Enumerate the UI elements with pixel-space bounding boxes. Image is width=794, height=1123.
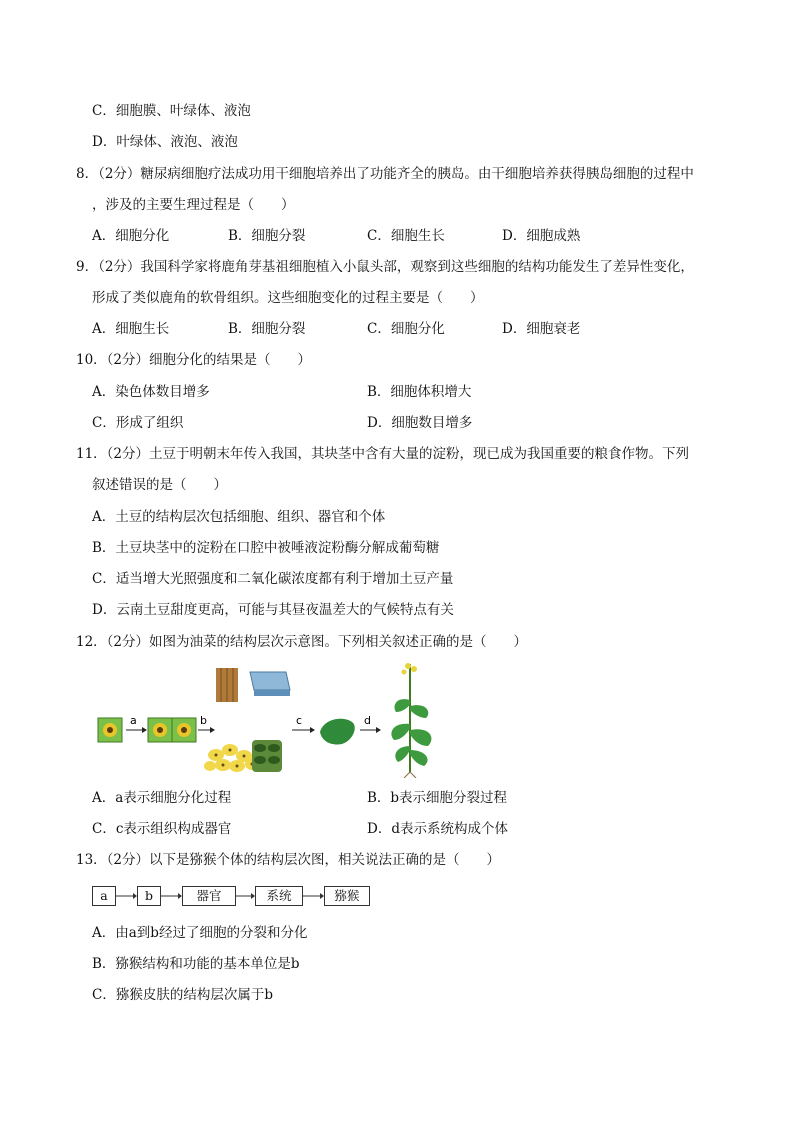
- q10-option-c: C．形成了组织: [92, 415, 184, 431]
- flow-box-b: b: [137, 886, 161, 906]
- q9-option-d: D．细胞衰老: [502, 321, 581, 337]
- q9-option-a: A．细胞生长: [92, 321, 170, 337]
- q8-option-a: A．细胞分化: [92, 228, 170, 244]
- q10-option-d: D．细胞数目增多: [367, 415, 473, 431]
- flow-box-macaque: 猕猴: [324, 886, 370, 906]
- q11-option-d: D．云南土豆甜度更高，可能与其昼夜温差大的气候特点有关: [92, 602, 454, 618]
- arrow-label-a: a: [130, 714, 137, 727]
- q13-option-c: C．猕猴皮肤的结构层次属于b: [92, 987, 273, 1003]
- q11-option-a: A．土豆的结构层次包括细胞、组织、器官和个体: [92, 509, 386, 525]
- arrow-label-c: c: [296, 714, 303, 727]
- q7-option-c: C．细胞膜、叶绿体、液泡: [92, 103, 251, 119]
- q12-option-a: A．a表示细胞分化过程: [92, 790, 232, 806]
- q12-option-c: C．c表示组织构成器官: [92, 821, 232, 837]
- single-cell-image: [98, 718, 122, 742]
- q12-option-d: D．d表示系统构成个体: [367, 821, 508, 837]
- tissue-wood-image: [216, 668, 238, 702]
- q9-stem-line1: 9．（2分）我国科学家将鹿角芽基祖细胞植入小鼠头部，观察到这些细胞的结构功能发生了差异性变化，: [76, 259, 694, 275]
- q8-option-c: C．细胞生长: [367, 228, 445, 244]
- q9-option-c: C．细胞分化: [367, 321, 445, 337]
- q8-option-d: D．细胞成熟: [502, 228, 581, 244]
- rapeseed-structure-diagram: [92, 660, 452, 778]
- q10-stem: 10．（2分）细胞分化的结果是（ ）: [76, 352, 312, 368]
- q12-option-b: B．b表示细胞分裂过程: [367, 790, 508, 806]
- q7-option-d: D．叶绿体、液泡、液泡: [92, 134, 238, 150]
- q13-option-b: B．猕猴结构和功能的基本单位是b: [92, 956, 300, 972]
- q11-option-c: C．适当增大光照强度和二氧化碳浓度都有利于增加土豆产量: [92, 571, 454, 587]
- arrow-label-d: d: [364, 714, 371, 727]
- tissue-green-image: [252, 740, 282, 772]
- q10-option-a: A．染色体数目增多: [92, 384, 210, 400]
- q11-option-b: B．土豆块茎中的淀粉在口腔中被唾液淀粉酶分解成葡萄糖: [92, 540, 440, 556]
- flow-box-a: a: [92, 886, 116, 906]
- q9-stem-line2: 形成了类似鹿角的软骨组织。这些细胞变化的过程主要是（ ）: [92, 290, 484, 306]
- q11-stem-line2: 叙述错误的是（ ）: [92, 477, 227, 493]
- q12-stem: 12．（2分）如图为油菜的结构层次示意图。下列相关叙述正确的是（ ）: [76, 634, 528, 650]
- tissue-epidermis-image: [250, 672, 290, 696]
- q10-option-b: B．细胞体积增大: [367, 384, 472, 400]
- q13-stem: 13．（2分）以下是猕猴个体的结构层次图，相关说法正确的是（ ）: [76, 852, 501, 868]
- leaf-organ-image: [320, 719, 355, 745]
- tissue-parenchyma-image: [204, 744, 259, 772]
- two-cells-image: [148, 718, 196, 742]
- q13-option-a: A．由a到b经过了细胞的分裂和分化: [92, 925, 308, 941]
- q8-stem-line2: ，涉及的主要生理过程是（ ）: [92, 197, 295, 213]
- flow-box-organ: 器官: [182, 886, 236, 906]
- flow-arrows: [92, 886, 382, 908]
- q9-option-b: B．细胞分裂: [228, 321, 306, 337]
- q11-stem-line1: 11．（2分）土豆于明朝末年传入我国，其块茎中含有大量的淀粉，现已成为我国重要的粮食作物。下列: [76, 446, 690, 462]
- q8-stem-line1: 8．（2分）糖尿病细胞疗法成功用干细胞培养出了功能齐全的胰岛。由干细胞培养获得胰岛细胞的过程中: [76, 166, 694, 182]
- rapeseed-plant-image: [391, 663, 431, 778]
- flow-box-system: 系统: [255, 886, 303, 906]
- arrow-label-b: b: [200, 714, 207, 727]
- macaque-flow-diagram: [92, 886, 382, 908]
- q8-option-b: B．细胞分裂: [228, 228, 306, 244]
